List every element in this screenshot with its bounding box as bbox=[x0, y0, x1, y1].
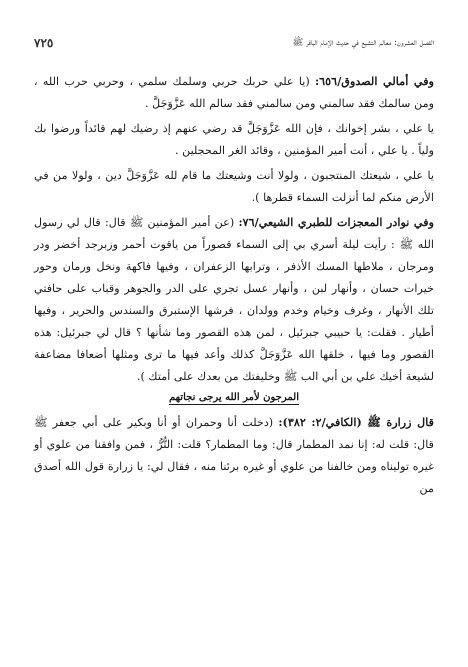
paragraph-shia bbox=[34, 164, 434, 209]
source-reference: وفي نوادر المعجزات للطبري الشيعي/٧٦: bbox=[238, 215, 435, 229]
running-header-chapter: الفصل العشرون: معالم التشيع في حديث الإمام الباقر ﷺ bbox=[292, 38, 434, 48]
paragraph-nawadir bbox=[34, 211, 434, 388]
paragraph-brothers bbox=[34, 117, 434, 162]
paragraph-text: يا علي ، بشر إخوانك ، فإن الله عَزَّوَجَلَّ قد رضي عنهم إذ رضيك لهم قائداً ورضوا بك ولياً . يا علي ، أنت أمير المؤمنين ، وقائد الغر المحجلين . bbox=[34, 122, 434, 157]
paragraph-zurara bbox=[34, 411, 434, 500]
source-reference: قال زرارة ﷺ (الكافي/٢: ٣٨٢): bbox=[278, 415, 434, 429]
section-heading-text: المرجون لأمر الله يرجى نجاتهم bbox=[169, 392, 299, 403]
page-number: ٧٢٥ bbox=[34, 36, 54, 50]
paragraph-text: يا علي ، شيعتك المنتجبون ، ولولا أنت وشيعتك ما قام لله عَزَّوَجَلَّ دين ، ولولا من في الأرض منكم لما أنزلت السماء قطرها ). bbox=[34, 169, 434, 204]
paragraph-text: (دخلت أنا وحمران أو أنا وبكير على أبي جعفر ﷺ قال: قلت له: إنا نمد المطمار قال: وما المطمار؟ قلت: التُّرُّ ، فمن وافقنا من علوي أو غيره توليناه ومن خالفنا من علوي أو غيره برئنا منه ، فقال لي: يا زرارة قول الله أصدق من bbox=[34, 416, 434, 495]
paragraph-text: (يا علي حربك حربي وسلمك سلمي ، وحربي حرب الله ، ومن سالمك فقد سالمني ومن سالمني فقد سالم الله عَزَّوَجَلَّ . bbox=[34, 75, 434, 110]
section-heading bbox=[34, 392, 434, 403]
page-header bbox=[34, 34, 434, 52]
source-reference: وفي أمالي الصدوق/٦٥٦: bbox=[315, 74, 434, 88]
paragraph-text: (عن أمير المؤمنين ﷺ قال: قال لي رسول الله ﷺ : رأيت ليلة أسري بي إلى السماء قصوراً من ياقوت أحمر وزبرجد أخضر ودر ومرجان ، ملاطها المسك الأذفر ، وترابها الزعفران ، وفيها فاكهة ونخل ورمان وحور خيرات حسان ، وأنهار لبن ، وأنهار عسل تجري على الدر والجوهر وقباب على حافتي تلك الأنهار ، وغرف وخيام وخدم وولدان ، فرشها الإستبرق والسندس والحرير ، وفيها أطيار . فقلت: يا حبيبي جبرئيل ، لمن هذه القصور وما شأنها ؟ قال لي جبرئيل: هذه القصور وما فيها ، خلقها الله عَزَّوَجَلَّ كذلك وأعد فيها ما ترى ومثلها أضعافا مضاعفة لشيعة أخيك علي بن أبي الب ﷺ وخليفتك من بعدك على أمتك ). bbox=[34, 216, 434, 383]
document-page bbox=[34, 34, 434, 654]
paragraph-amali bbox=[34, 70, 434, 115]
